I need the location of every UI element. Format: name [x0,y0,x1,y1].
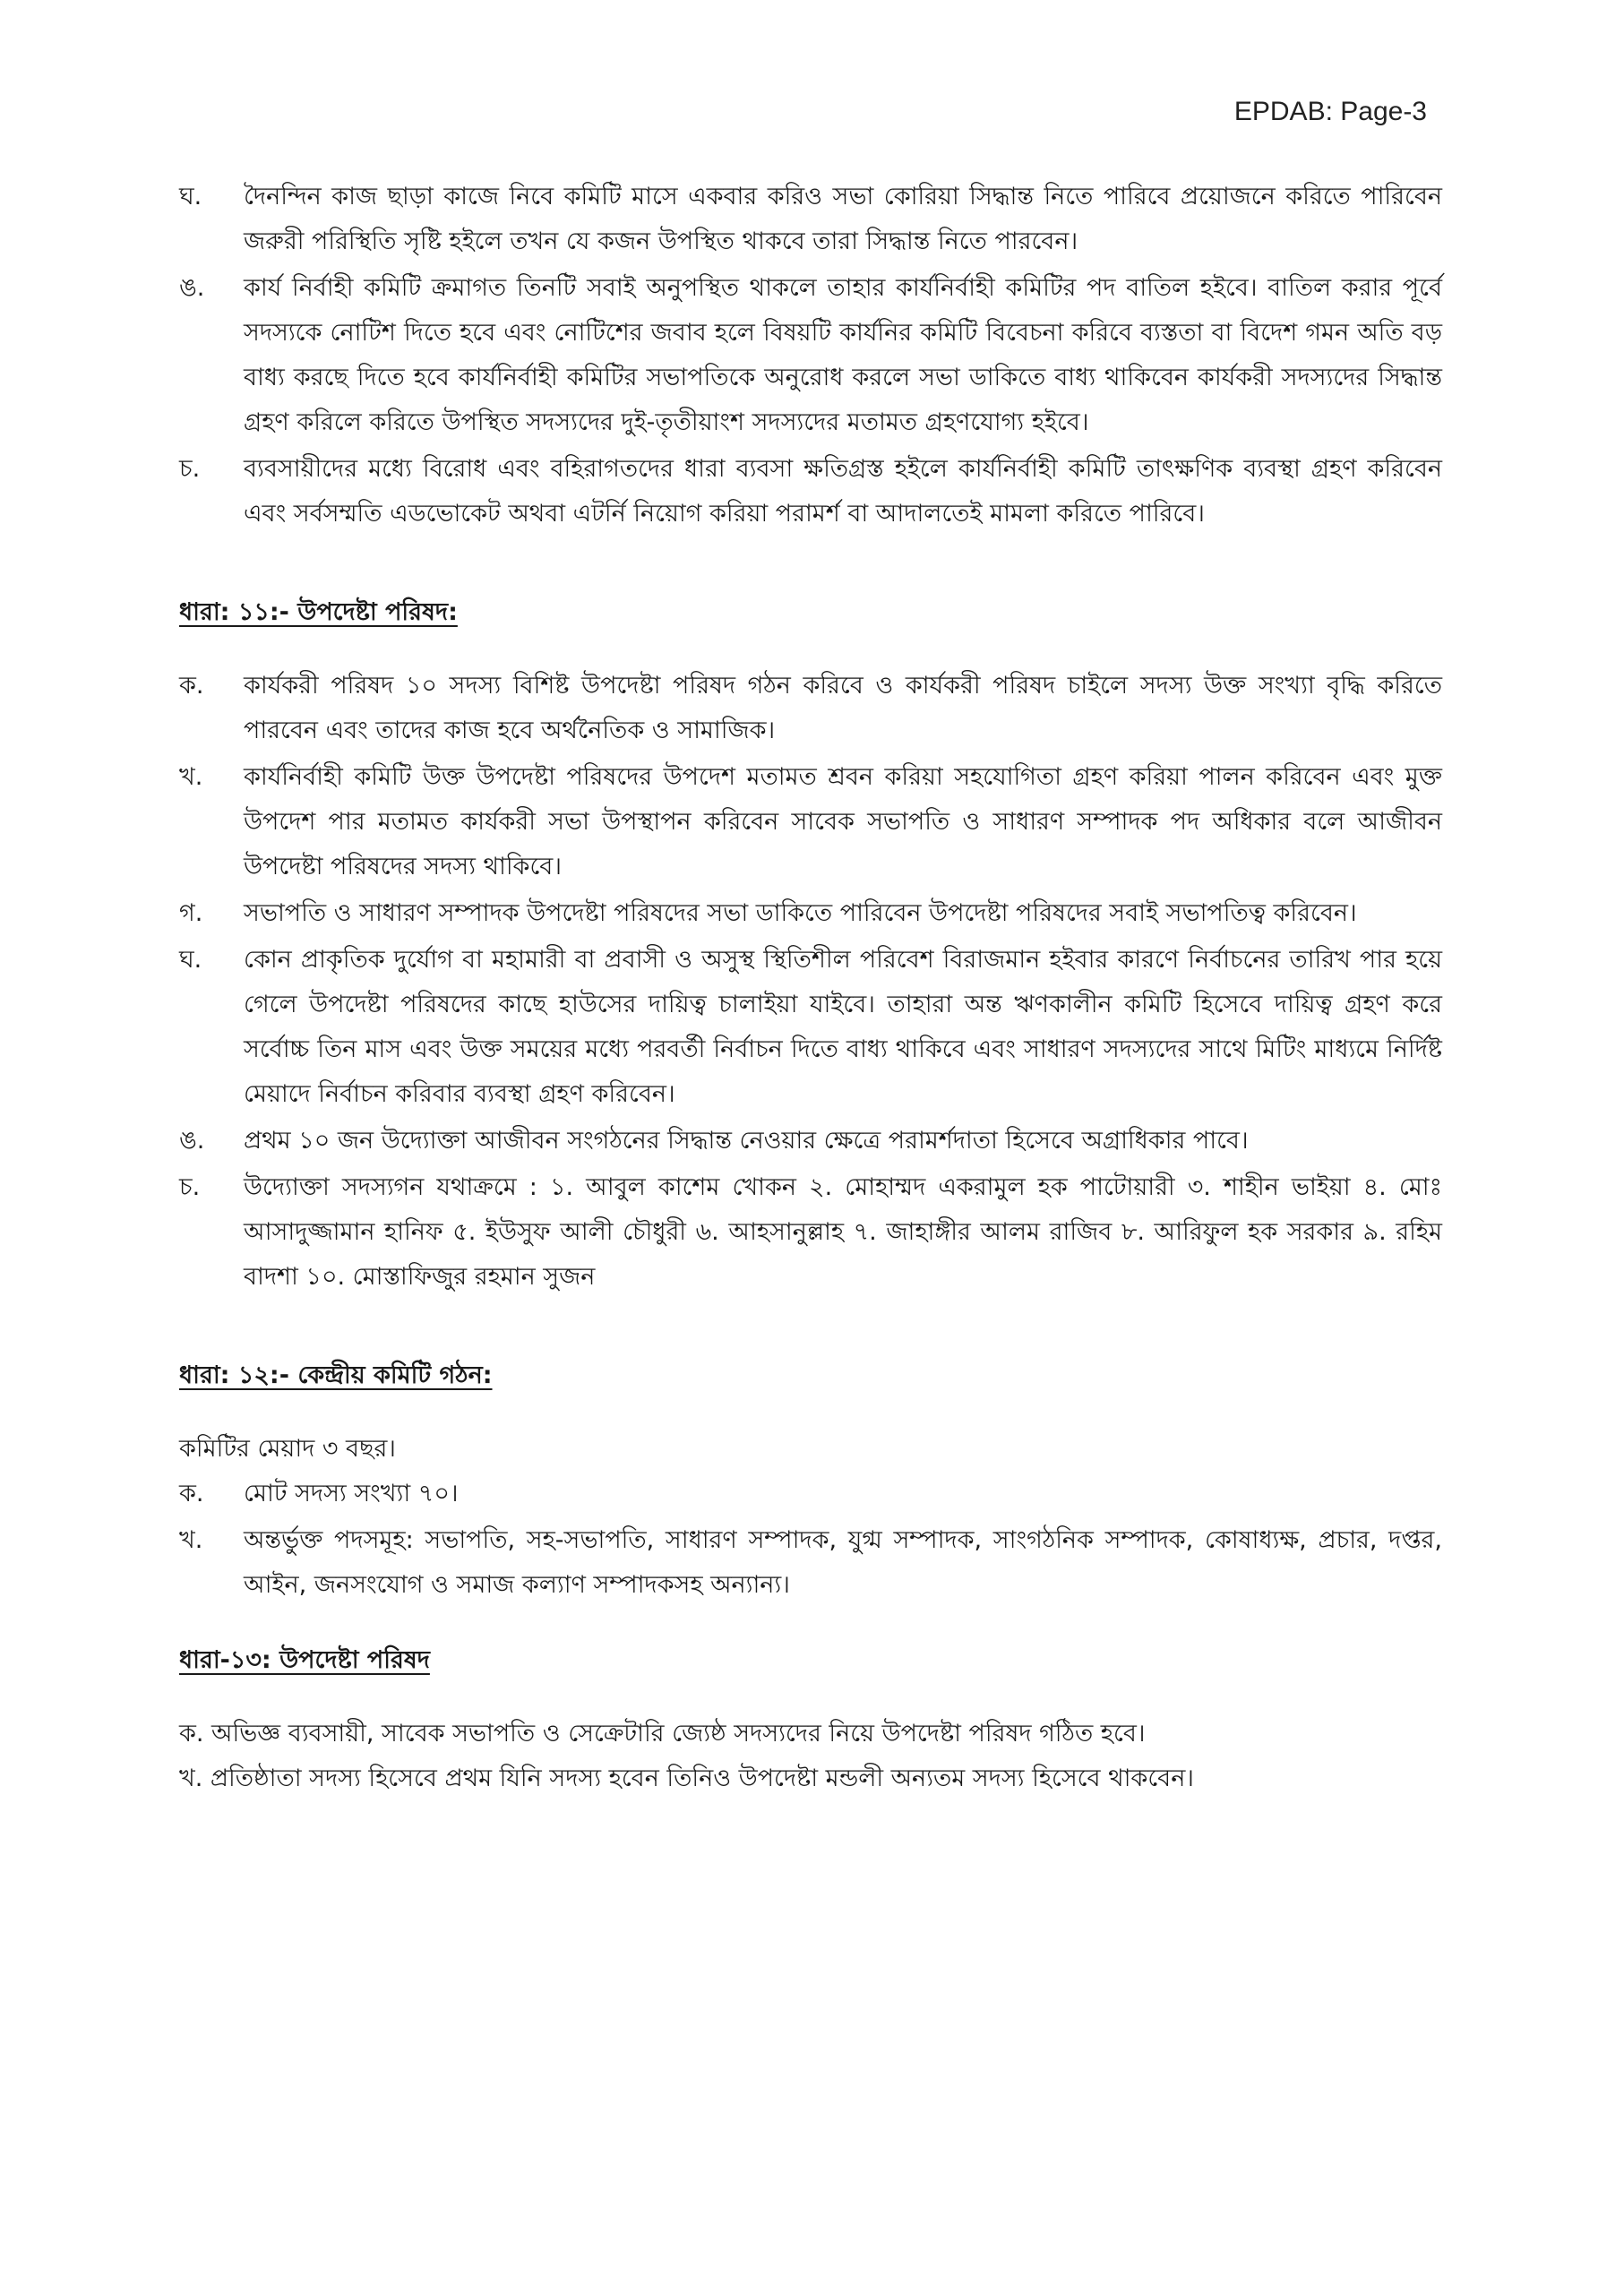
item-marker: ক. [179,1480,204,1507]
item-text: অন্তর্ভুক্ত পদসমূহ: সভাপতি, সহ-সভাপতি, সাধারণ সম্পাদক, যুগ্ম সম্পাদক, সাংগঠনিক সম্পাদক, কোষাধ্যক্ষ, প্রচার, দপ্তর, আইন, জনসংযোগ ও সমাজ কল্যাণ সম্পাদকসহ অন্যান্য। [244,1526,1442,1599]
document-body [179,175,1442,1801]
section-heading: ধারা-১৩: উপদেষ্টা পরিষদ [179,1646,430,1674]
item-marker: খ. [179,763,203,791]
list-item [179,175,1442,264]
item-marker: ঙ. [179,1127,205,1155]
list-item [179,891,1442,936]
list-item [179,938,1442,1117]
section-11 [179,590,1442,1300]
section-heading: ধারা: ১১:- উপদেষ্টা পরিষদ: [179,598,458,626]
list-item [179,266,1442,445]
list-item [179,1119,1442,1164]
item-text: প্রথম ১০ জন উদ্যোক্তা আজীবন সংগঠনের সিদ্ধান্ত নেওয়ার ক্ষেত্রে পরামর্শদাতা হিসেবে অগ্রাধিকার পাবে। [244,1127,1249,1155]
item-text: কোন প্রাকৃতিক দুর্যোগ বা মহামারী বা প্রবাসী ও অসুস্থ স্থিতিশীল পরিবেশ বিরাজমান হইবার কারণে নির্বাচনের তারিখ পার হয়ে গেলে উপদেষ্টা পরিষদের কাছে হাউসের দায়িত্ব চালাইয়া যাইবে। তাহারা অন্ত ঋণকালীন কমিটি হিসেবে দায়িত্ব গ্রহণ করে সর্বোচ্চ তিন মাস এবং উক্ত সময়ের মধ্যে পরবর্তী নির্বাচন দিতে বাধ্য থাকিবে এবং সাধারণ সদস্যদের সাথে মিটিং মাধ্যমে নির্দিষ্ট মেয়াদে নির্বাচন করিবার ব্যবস্থা গ্রহণ করিবেন। [244,946,1442,1108]
list-item [179,1518,1442,1608]
section-10-continuation [179,175,1442,537]
item-text: দৈনন্দিন কাজ ছাড়া কাজে নিবে কমিটি মাসে একবার করিও সভা কোরিয়া সিদ্ধান্ত নিতে পারিবে প্রয়োজনে করিতে পারিবেন জরুরী পরিস্থিতি সৃষ্টি হইলে তখন যে কজন উপস্থিত থাকবে তারা সিদ্ধান্ত নিতে পারবেন। [244,183,1442,255]
item-text: মোট সদস্য সংখ্যা ৭০। [244,1480,459,1507]
section-13 [179,1638,1442,1801]
item-text: কার্যকরী পরিষদ ১০ সদস্য বিশিষ্ট উপদেষ্টা পরিষদ গঠন করিবে ও কার্যকরী পরিষদ চাইলে সদস্য উক্ত সংখ্যা বৃদ্ধি করিতে পারবেন এবং তাদের কাজ হবে অর্থনৈতিক ও সামাজিক। [244,672,1442,744]
item-marker: খ. [179,1526,203,1554]
item-marker: গ. [179,899,203,927]
item-text: উদ্যোক্তা সদস্যগন যথাক্রমে : ১. আবুল কাশেম খোকন ২. মোহাম্মদ একরামুল হক পাটোয়ারী ৩. শাহীন ভাইয়া ৪. মোঃ আসাদুজ্জামান হানিফ ৫. ইউসুফ আলী চৌধুরী ৬. আহসানুল্লাহ ৭. জাহাঙ্গীর আলম রাজিব ৮. আরিফুল হক সরকার ৯. রহিম বাদশা ১০. মোস্তাফিজুর রহমান সুজন [244,1173,1442,1291]
list-item [179,755,1442,889]
section-heading: ধারা: ১২:- কেন্দ্রীয় কমিটি গঠন: [179,1361,493,1389]
item-marker: চ. [179,455,201,483]
list-item [179,664,1442,753]
section-12 [179,1353,1442,1608]
item-marker: ঘ. [179,946,202,974]
item-marker: ঙ. [179,274,205,302]
page-header-label: EPDAB: Page-3 [1233,97,1427,126]
item-marker: চ. [179,1173,201,1201]
item-text: সভাপতি ও সাধারণ সম্পাদক উপদেষ্টা পরিষদের সভা ডাকিতে পারিবেন উপদেষ্টা পরিষদের সবাই সভাপতিত্ব করিবেন। [244,899,1357,927]
list-item [179,1165,1442,1300]
list-item [179,447,1442,537]
item-marker: ঘ. [179,183,202,210]
item-text: কার্যনির্বাহী কমিটি উক্ত উপদেষ্টা পরিষদের উপদেশ মতামত শ্রবন করিয়া সহযোগিতা গ্রহণ করিয়া পালন করিবেন এবং মুক্ত উপদেশ পার মতামত কার্যকরী সভা উপস্থাপন করিবেন সাবেক সভাপতি ও সাধারণ সম্পাদক পদ অধিকার বলে আজীবন উপদেষ্টা পরিষদের সদস্য থাকিবে। [244,763,1442,880]
section-intro: কমিটির মেয়াদ ৩ বছর। [179,1435,396,1463]
item-text: কার্য নির্বাহী কমিটি ক্রমাগত তিনটি সবাই অনুপস্থিত থাকলে তাহার কার্যনির্বাহী কমিটির পদ বাতিল হইবে। বাতিল করার পূর্বে সদস্যকে নোটিশ দিতে হবে এবং নোটিশের জবাব হলে বিষয়টি কার্যনির কমিটি বিবেচনা করিবে ব্যস্ততা বা বিদেশ গমন অতি বড় বাধ্য করছে দিতে হবে কার্যনির্বাহী কমিটির সভাপতিকে অনুরোধ করলে সভা ডাকিতে বাধ্য থাকিবেন কার্যকরী সদস্যদের সিদ্ধান্ত গ্রহণ করিলে করিতে উপস্থিত সদস্যদের দুই-তৃতীয়াংশ সদস্যদের মতামত গ্রহণযোগ্য হইবে। [244,274,1442,436]
item-marker: ক. [179,672,204,700]
list-item [179,1472,1442,1516]
section-line: খ. প্রতিষ্ঠাতা সদস্য হিসেবে প্রথম যিনি সদস্য হবেন তিনিও উপদেষ্টা মন্ডলী অন্যতম সদস্য হিসেবে থাকবেন। [179,1765,1194,1792]
section-line: ক. অভিজ্ঞ ব্যবসায়ী, সাবেক সভাপতি ও সেক্রেটারি জ্যেষ্ঠ সদস্যদের নিয়ে উপদেষ্টা পরিষদ গঠিত হবে। [179,1720,1146,1748]
item-text: ব্যবসায়ীদের মধ্যে বিরোধ এবং বহিরাগতদের ধারা ব্যবসা ক্ষতিগ্রস্ত হইলে কার্যনির্বাহী কমিটি তাৎক্ষণিক ব্যবস্থা গ্রহণ করিবেন এবং সর্বসম্মতি এডভোকেট অথবা এটর্নি নিয়োগ করিয়া পরামর্শ বা আদালতেই মামলা করিতে পারিবে। [244,455,1442,528]
